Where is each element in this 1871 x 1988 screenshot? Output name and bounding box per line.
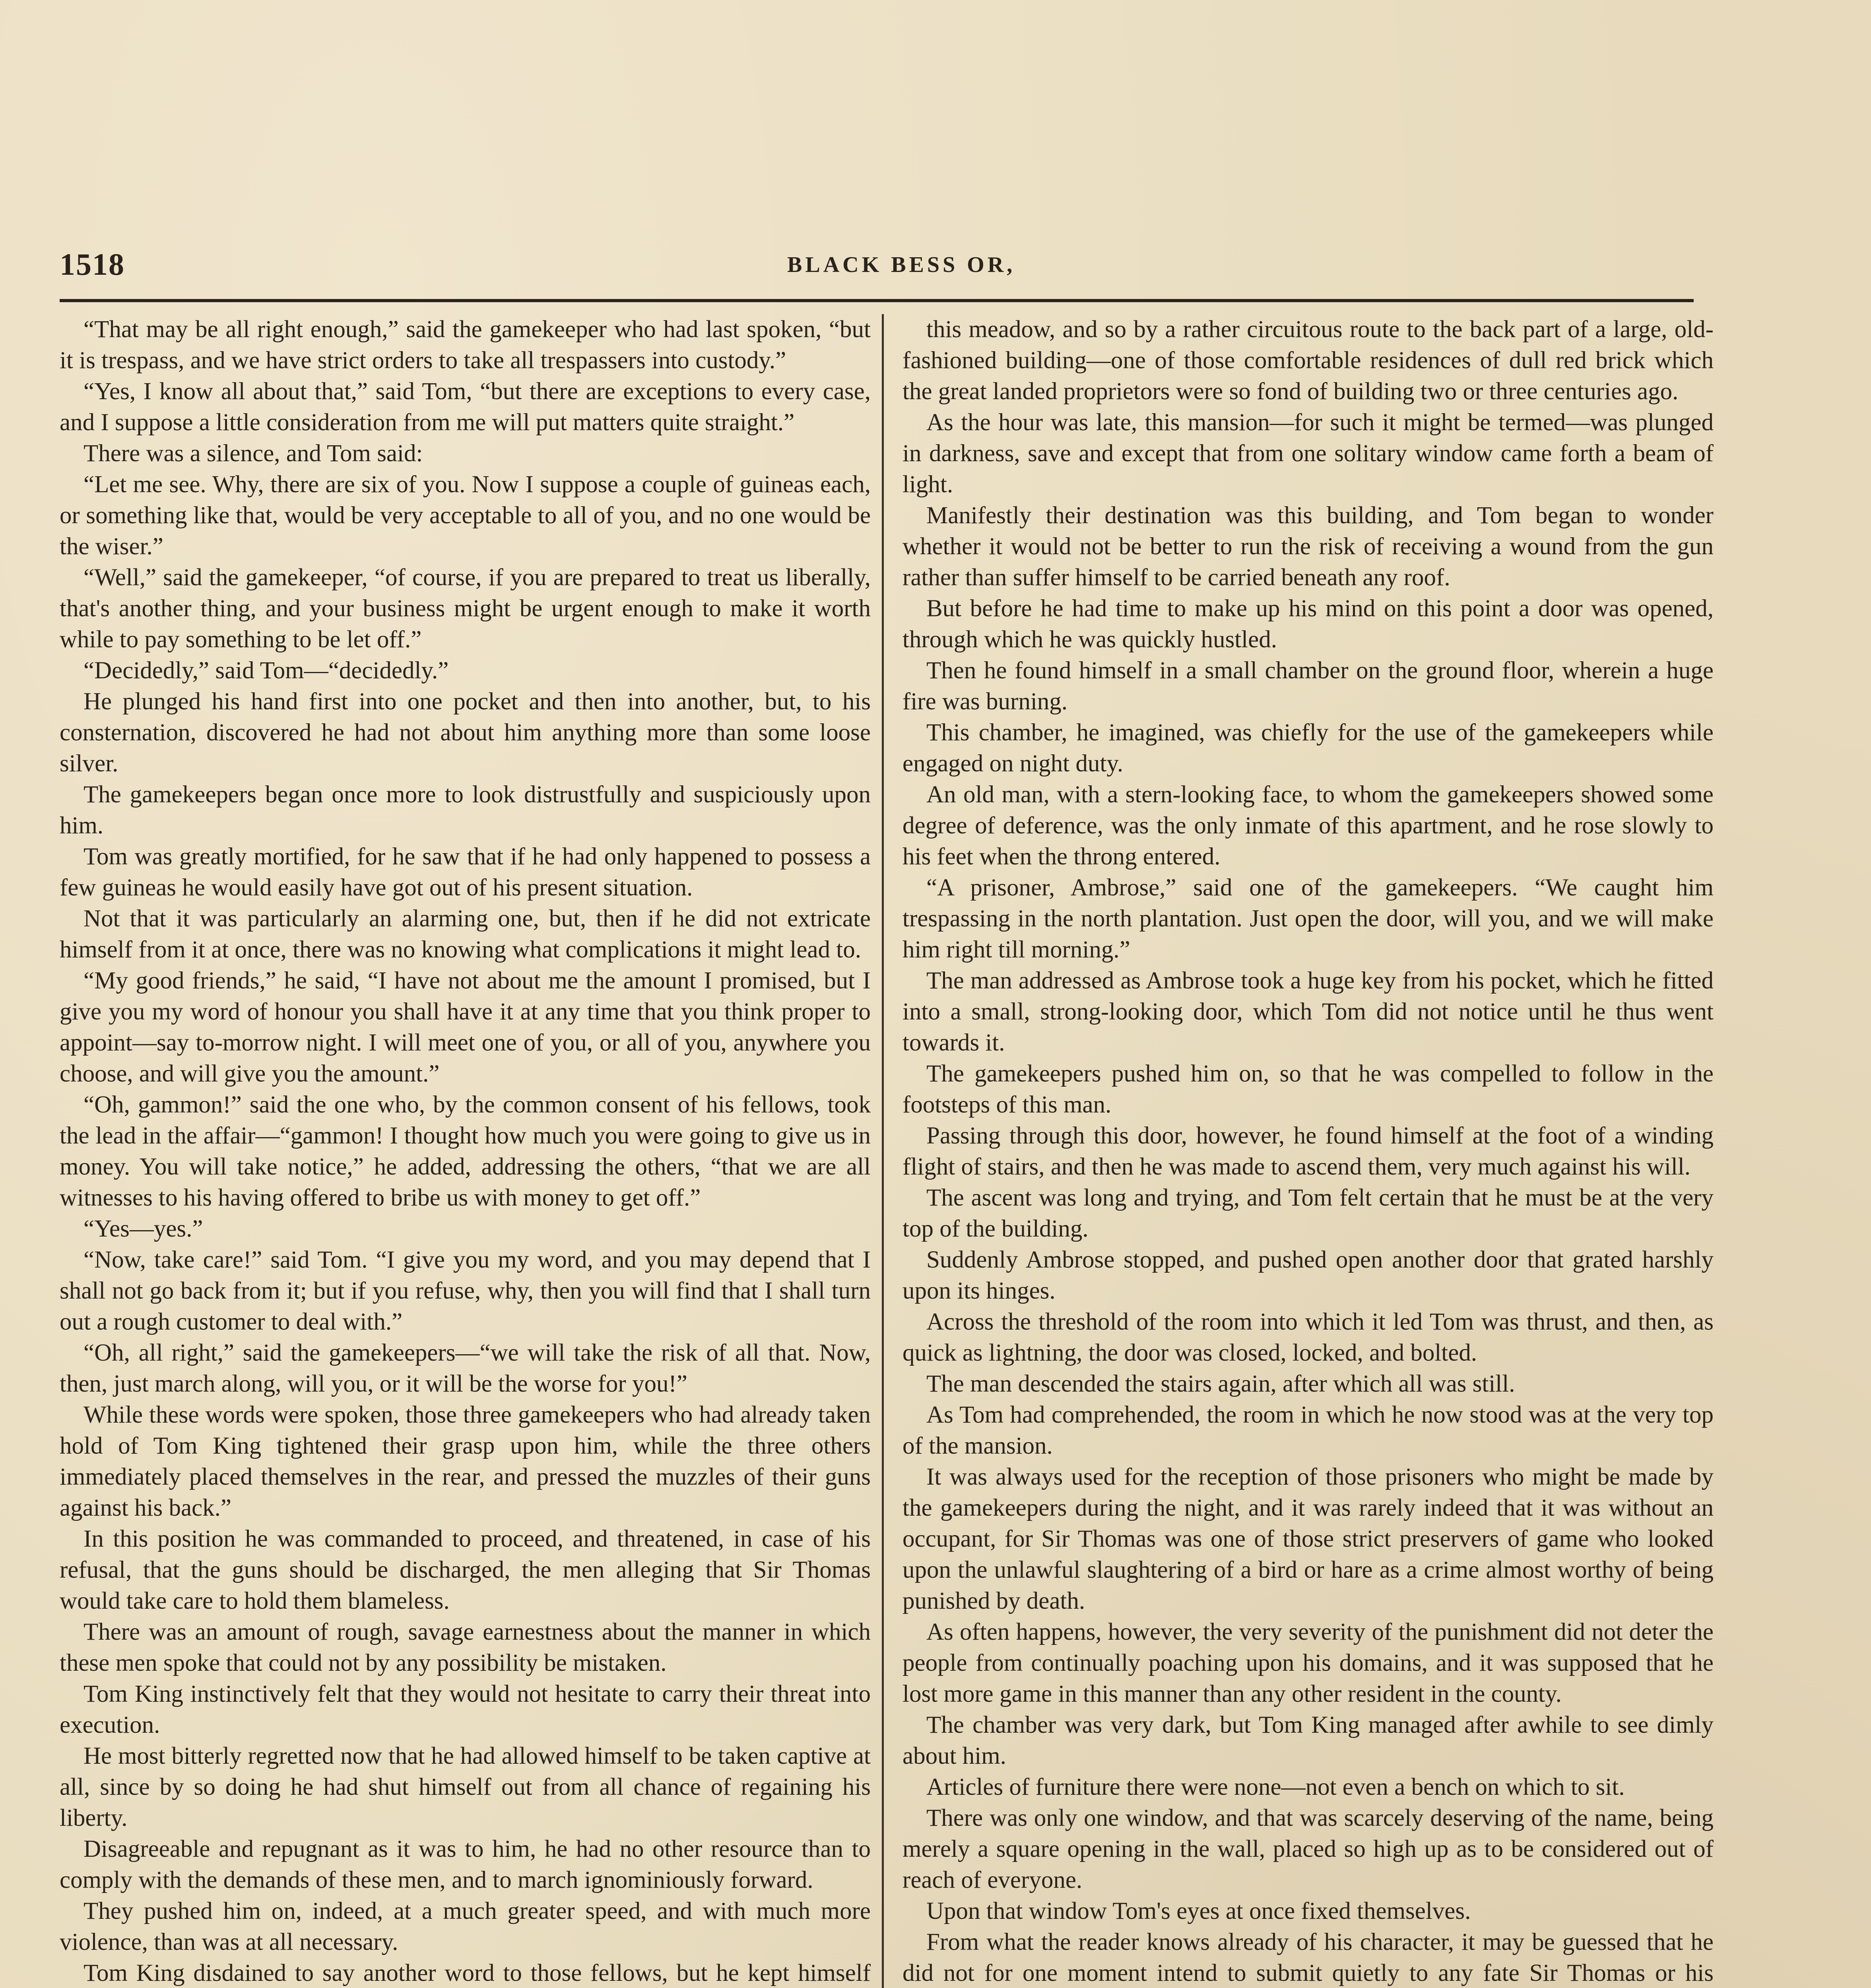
paragraph: “My good friends,” he said, “I have not about me the amount I promised, but I give you my word of honour you shall have it at any time that you think proper to appoint—say to-morrow night. I will meet one of you, or all of you, anywhere you choose, and will give you the amount.” [60,967,871,1087]
paragraph: “That may be all right enough,” said the gamekeeper who had last spoken, “but it is trespass, and we have strict orders to take all trespassers into custody.” [60,316,871,374]
paragraph: As often happens, however, the very severity of the punishment did not deter the people from continually poaching upon his domains, and it was supposed that he lost more game in this manner than any other resident in the county. [903,1619,1714,1707]
paragraph: The gamekeepers began once more to look distrustfully and suspiciously upon him. [60,781,871,839]
paragraph: “Let me see. Why, there are six of you. Now I suppose a couple of guineas each, or something like that, would be very acceptable to all of you, and no one would be the wiser.” [60,471,871,560]
paragraph: The ascent was long and trying, and Tom felt certain that he must be at the very top of the building. [903,1184,1714,1242]
paragraph: There was a silence, and Tom said: [83,440,423,467]
paragraph: “Well,” said the gamekeeper, “of course, if you are prepared to treat us liberally, that's another thing, and your business might be urgent enough to make it worth while to pay something to be let off.” [60,564,871,653]
paragraph: “Oh, all right,” said the gamekeepers—“we will take the risk of all that. Now, then, just march along, will you, or it will be the worse for you!” [60,1340,871,1397]
paragraph: Suddenly Ambrose stopped, and pushed open another door that grated harshly upon its hinges. [903,1246,1714,1304]
paragraph: “A prisoner, Ambrose,” said one of the gamekeepers. “We caught him trespassing in the north plantation. Just open the door, will you, and we will make him right till morning.” [903,874,1714,963]
paragraph: “Yes—yes.” [83,1215,203,1242]
paragraph: Articles of furniture there were none—not even a bench on which to sit. [926,1774,1625,1800]
paragraph: This chamber, he imagined, was chiefly for the use of the gamekeepers while engaged on night duty. [903,719,1714,777]
paragraph: Passing through this door, however, he found himself at the foot of a winding flight of stairs, and then he was made to ascend them, very much against his will. [903,1122,1714,1180]
paragraph: The man addressed as Ambrose took a huge key from his pocket, which he fitted into a small, strong-looking door, which Tom did not notice until he thus went towards it. [903,967,1714,1056]
page-number: 1518 [60,247,125,282]
paragraph: There was only one window, and that was scarcely deserving of the name, being merely a square opening in the wall, placed so high up as to be considered out of reach of everyone. [903,1805,1714,1893]
paragraph: He plunged his hand first into one pocket and then into another, but, to his consternation, discovered he had not about him anything more than some loose silver. [60,688,871,777]
paragraph: Tom King disdained to say another word to those fellows, but he kept himself [83,1960,871,1986]
running-title: BLACK BESS OR, [787,252,1016,277]
page-header [60,239,1694,290]
left-column [60,314,871,1988]
paragraph: An old man, with a stern-looking face, to whom the gamekeepers showed some degree of deference, was the only inmate of this apartment, and he rose slowly to his feet when the throng entered. [903,781,1714,870]
column-divider [882,314,884,1988]
paragraph: Tom was greatly mortified, for he saw that if he had only happened to possess a few guineas he would easily have got out of his present situation. [60,843,871,901]
paragraph: Upon that window Tom's eyes at once fixed themselves. [926,1898,1471,1924]
paragraph: While these words were spoken, those three gamekeepers who had already taken hold of Tom King tightened their grasp upon him, while the three others immediately placed themselves in the rear, and pressed the muzzles of their guns against his back.” [60,1402,871,1521]
paragraph: Across the threshold of the room into which it led Tom was thrust, and then, as quick as lightning, the door was closed, locked, and bolted. [903,1309,1714,1366]
paragraph: But before he had time to make up his mind on this point a door was opened, through which he was quickly hustled. [903,595,1714,653]
paragraph: As Tom had comprehended, the room in which he now stood was at the very top of the mansion. [903,1402,1714,1459]
paragraph: this meadow, and so by a rather circuitous route to the back part of a large, old-fashioned building—one of those comfortable residences of dull red brick which the great landed proprietors were so fond of building two or three centuries ago. [903,316,1714,405]
paragraph: Tom King instinctively felt that they would not hesitate to carry their threat into execution. [60,1681,871,1738]
paragraph: In this position he was commanded to proceed, and threatened, in case of his refusal, that the guns should be discharged, the men alleging that Sir Thomas would take care to hold them blameless. [60,1526,871,1614]
paragraph: The chamber was very dark, but Tom King managed after awhile to see dimly about him. [903,1712,1714,1769]
header-rule [60,299,1694,302]
right-column [903,314,1714,1988]
paragraph: There was an amount of rough, savage earnestness about the manner in which these men spoke that could not by any possibility be mistaken. [60,1619,871,1676]
paragraph: Then he found himself in a small chamber on the ground floor, wherein a huge fire was burning. [903,657,1714,715]
paragraph: It was always used for the reception of those prisoners who might be made by the gamekeepers during the night, and it was rarely indeed that it was without an occupant, for Sir Thomas was one of those strict preservers of game who looked upon the unlawful slaughtering of a bird or hare as a crime almost worthy of being punished by death. [903,1464,1714,1614]
paragraph: He most bitterly regretted now that he had allowed himself to be taken captive at all, since by so doing he had shut himself out from all chance of regaining his liberty. [60,1743,871,1831]
paragraph: As the hour was late, this mansion—for such it might be termed—was plunged in darkness, save and except that from one solitary window came forth a beam of light. [903,409,1714,498]
paragraph: “Yes, I know all about that,” said Tom, “but there are exceptions to every case, and I suppose a little consideration from me will put matters quite straight.” [60,378,871,436]
paragraph: The man descended the stairs again, after which all was still. [926,1371,1515,1397]
paragraph: The gamekeepers pushed him on, so that he was compelled to follow in the footsteps of this man. [903,1060,1714,1118]
paragraph: From what the reader knows already of his character, it may be guessed that he did not for one moment intend to submit quietly to any fate Sir Thomas or his [903,1929,1714,1986]
paragraph: “Decidedly,” said Tom—“decidedly.” [83,657,449,684]
paragraph: They pushed him on, indeed, at a much greater speed, and with much more violence, than was at all necessary. [60,1898,871,1955]
paragraph: “Oh, gammon!” said the one who, by the common consent of his fellows, took the lead in the affair—“gammon! I thought how much you were going to give us in money. You will take notice,” he added, addressing the others, “that we are all witnesses to his having offered to bribe us with money to get off.” [60,1091,871,1211]
paragraph: Disagreeable and repugnant as it was to him, he had no other resource than to comply with the demands of these men, and to march ignominiously forward. [60,1836,871,1893]
paragraph: Not that it was particularly an alarming one, but, then if he did not extricate himself from it at once, there was no knowing what complications it might lead to. [60,905,871,963]
paragraph: Manifestly their destination was this building, and Tom began to wonder whether it would not be better to run the risk of receiving a wound from the gun rather than suffer himself to be carried beneath any roof. [903,502,1714,591]
paragraph: “Now, take care!” said Tom. “I give you my word, and you may depend that I shall not go back from it; but if you refuse, why, then you will find that I shall turn out a rough customer to deal with.” [60,1246,871,1335]
